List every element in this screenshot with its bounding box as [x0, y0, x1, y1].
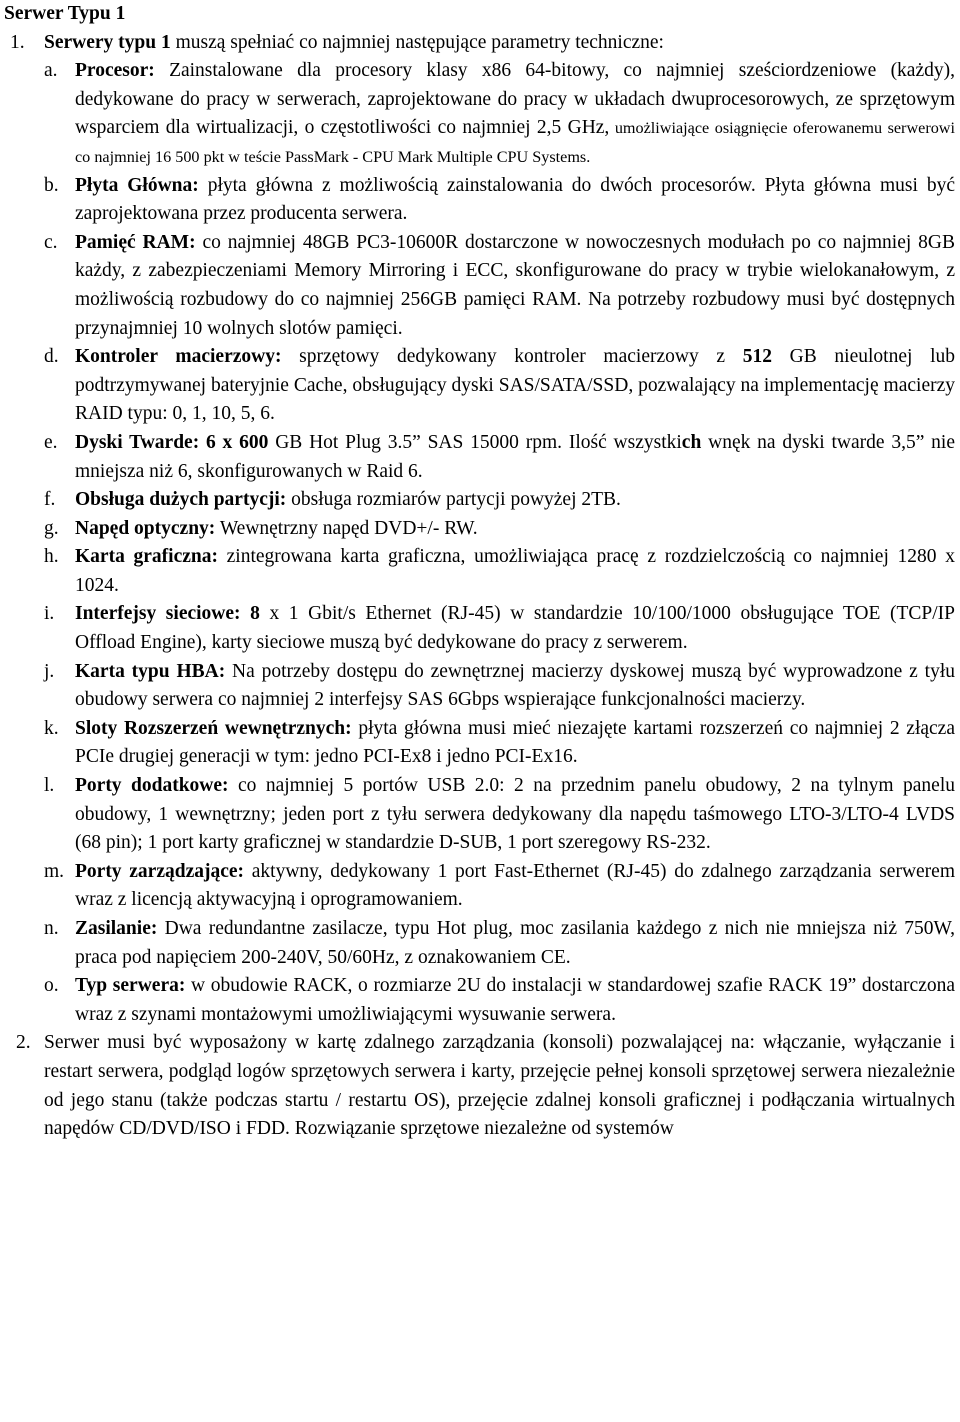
section-intro-rest: muszą spełniać co najmniej następujące parametry techniczne:: [170, 31, 664, 53]
list-item-body: Na potrzeby dostępu do zewnętrznej macierzy dyskowej muszą być wyprowadzone z tyłu obudowy serwera co najmniej 2 interfejsy SAS 6Gbps wspierające funkcjonalności macierzy.: [75, 660, 955, 711]
section-number: 1.: [10, 31, 25, 53]
list-item-small-text: umożliwiające osiągnięcie oferowanemu serwerowi co najmniej 16 500 pkt w teście PassMark - CPU Mark Multiple CPU Systems.: [75, 119, 955, 166]
list-item-label: Typ serwera:: [75, 975, 186, 997]
list-item-label: Pamięć RAM:: [75, 231, 196, 253]
list-item-body: Zainstalowane dla procesory klasy x86 64-bitowy, co najmniej sześciordzeniowe (każdy), dedykowane do pracy w serwerach, zaprojektowane do pracy w układach dwuprocesorowych, ze sprzętowym wsparciem dla wirtualizacji, o częstotliwości co najmniej 2,5 GHz,: [75, 60, 955, 139]
list-item-letter: b.: [44, 174, 59, 196]
section-intro-bold: Serwery typu 1: [44, 31, 171, 53]
list-item-body: wnęk na dyski twarde 3,5” nie mniejsza niż 6, skonfigurowanych w Raid 6.: [75, 431, 955, 482]
list-item-c: [44, 229, 955, 343]
list-item-letter: j.: [44, 660, 55, 682]
list-item-l: [44, 772, 955, 858]
list-item-label: Zasilanie:: [75, 918, 158, 939]
list-item-label: Porty dodatkowe:: [75, 775, 229, 797]
document-title: Serwer Typu 1: [4, 3, 126, 24]
section-1: [4, 29, 955, 1030]
list-item-text: [75, 772, 955, 858]
list-item-e: [44, 429, 955, 486]
requirements-list: [44, 57, 955, 1029]
list-item-body: GB nieulotnej lub podtrzymywanej bateryjnie Cache, obsługujący dyski SAS/SATA/SSD, pozwalający na implementację macierzy RAID typu: 0, 1, 10, 5, 6.: [75, 346, 955, 425]
list-item-letter: n.: [44, 918, 59, 939]
list-item-inline-bold: 512: [742, 346, 772, 368]
list-item-label: Napęd optyczny:: [75, 517, 216, 539]
list-item-letter: d.: [44, 346, 59, 368]
list-item-n: [44, 915, 955, 972]
list-item-h: [44, 543, 955, 600]
list-item-body: w obudowie RACK, o rozmiarze 2U do instalacji w standardowej szafie RACK 19” dostarczona wraz z szynami montażowymi umożliwiającymi wysuwanie serwera.: [75, 975, 955, 1025]
list-item-label: Karta typu HBA:: [75, 660, 226, 682]
list-item-body: aktywny, dedykowany 1 port Fast-Ethernet (RJ-45) do zdalnego zarządzania serwerem wraz z licencją aktywacyjną i oprogramowaniem.: [75, 860, 955, 911]
list-item-g: [44, 515, 955, 544]
list-item-label: Karta graficzna:: [75, 546, 218, 568]
list-item-text: [75, 915, 955, 972]
list-item-body: płyta główna musi mieć niezajęte kartami rozszerzeń co najmniej 2 złącza PCIe drugiej generacji w tym: jedno PCI-Ex8 i jedno PCI-Ex16.: [75, 717, 955, 768]
list-item-text: [75, 600, 955, 657]
list-item-label: Procesor:: [75, 60, 155, 82]
list-item-body: zintegrowana karta graficzna, umożliwiająca pracę z rozdzielczością co najmniej 1280 x 1024.: [75, 546, 955, 596]
list-item-letter: h.: [44, 546, 59, 568]
list-item-letter: o.: [44, 975, 59, 997]
list-item-letter: k.: [44, 717, 59, 739]
list-item-a: [44, 57, 955, 171]
section-intro: [44, 29, 955, 58]
list-item-letter: e.: [44, 431, 58, 453]
list-item-k: [44, 715, 955, 772]
list-item-label: Porty zarządzające:: [75, 860, 245, 882]
list-item-body-before: GB Hot Plug 3.5” SAS 15000 rpm. Ilość wszystki: [268, 431, 682, 453]
list-item-text: [75, 172, 955, 229]
list-item-f: [44, 486, 955, 515]
list-item-letter: f.: [44, 489, 56, 511]
list-item-b: [44, 172, 955, 229]
list-item-text: [75, 57, 955, 171]
list-item-letter: c.: [44, 231, 58, 253]
list-item-label: Płyta Główna:: [75, 174, 199, 196]
list-item-m: [44, 858, 955, 915]
list-item-label: Dyski Twarde: 6 x 600: [75, 431, 269, 453]
list-item-letter: a.: [44, 60, 58, 82]
list-item-text: [75, 343, 955, 429]
list-item-text: [75, 658, 955, 715]
list-item-text: [75, 429, 955, 486]
list-item-body: obsługa rozmiarów partycji powyżej 2TB.: [286, 489, 621, 511]
list-item-text: [75, 543, 955, 600]
list-item-text: [75, 486, 955, 515]
list-item-body: Wewnętrzny napęd DVD+/- RW.: [215, 517, 478, 539]
list-item-letter: i.: [44, 603, 55, 625]
list-item-label: Kontroler macierzowy:: [75, 346, 282, 368]
list-item-text: [75, 715, 955, 772]
section-body: [44, 29, 955, 1030]
list-item-o: [44, 972, 955, 1029]
list-item-body: co najmniej 48GB PC3-10600R dostarczone w nowoczesnych modułach po co najmniej 8GB każdy, z zabezpieczeniami Memory Mirroring i ECC, skonfigurowane do pracy w trybie wielokanałowym, z możliwością rozbudowy do co najmniej 256GB pamięci RAM. Na potrzeby rozbudowy musi być dostępnych przynajmniej 10 wolnych slotów pamięci.: [75, 231, 955, 339]
list-item-inline-bold: ch: [681, 431, 702, 453]
list-item-text: [75, 515, 955, 544]
list-item-body: x 1 Gbit/s Ethernet (RJ-45) w standardzie 10/100/1000 obsługujące TOE (TCP/IP Offload Engine), karty sieciowe muszą być dedykowane do pracy z serwerem.: [75, 603, 956, 654]
section-number: 2.: [16, 1032, 31, 1054]
list-item-label: Sloty Rozszerzeń wewnętrznych:: [75, 717, 352, 739]
list-item-body: Dwa redundantne zasilacze, typu Hot plug, moc zasilania każdego z nich nie mniejsza niż 750W, praca pod napięciem 200-240V, 50/60Hz, z oznakowaniem CE.: [75, 918, 955, 968]
list-item-body: płyta główna z możliwością zainstalowania do dwóch procesorów. Płyta główna musi być zaprojektowana przez producenta serwera.: [75, 174, 955, 225]
list-item-body-before: sprzętowy dedykowany kontroler macierzowy z: [281, 346, 743, 368]
list-item-text: [75, 229, 955, 343]
list-item-label: Obsługa dużych partycji:: [75, 489, 287, 511]
list-item-label: Interfejsy sieciowe: 8: [75, 603, 260, 625]
list-item-d: [44, 343, 955, 429]
list-item-text: [75, 972, 955, 1029]
list-item-i: [44, 600, 955, 657]
list-item-letter: g.: [44, 517, 59, 539]
section-2: [4, 1029, 955, 1143]
section-body: Serwer musi być wyposażony w kartę zdalnego zarządzania (konsoli) pozwalającej na: włączanie, wyłączanie i restart serwera, podgląd logów sprzętowych serwera i karty, przejęcie pełnej konsoli sprzętowej serwera niezależnie od jego stanu (także podczas startu / restartu OS), przejęcie zdalnej konsoli graficznej i podłączania wirtualnych napędów CD/DVD/ISO i FDD. Rozwiązanie sprzętowe niezależne od systemów: [44, 1032, 955, 1140]
list-item-letter: l.: [44, 775, 55, 797]
list-item-body: co najmniej 5 portów USB 2.0: 2 na przednim panelu obudowy, 2 na tylnym panelu obudowy, 1 wewnętrzny; jeden port z tyłu serwera dedykowany dla napędu taśmowego LTO-3/LTO-4 LVDS (68 pin); 1 port karty graficznej w standardzie D-SUB, 1 port szeregowy RS-232.: [75, 775, 955, 854]
list-item-j: [44, 658, 955, 715]
list-item-letter: m.: [44, 860, 65, 882]
list-item-text: [75, 858, 955, 915]
